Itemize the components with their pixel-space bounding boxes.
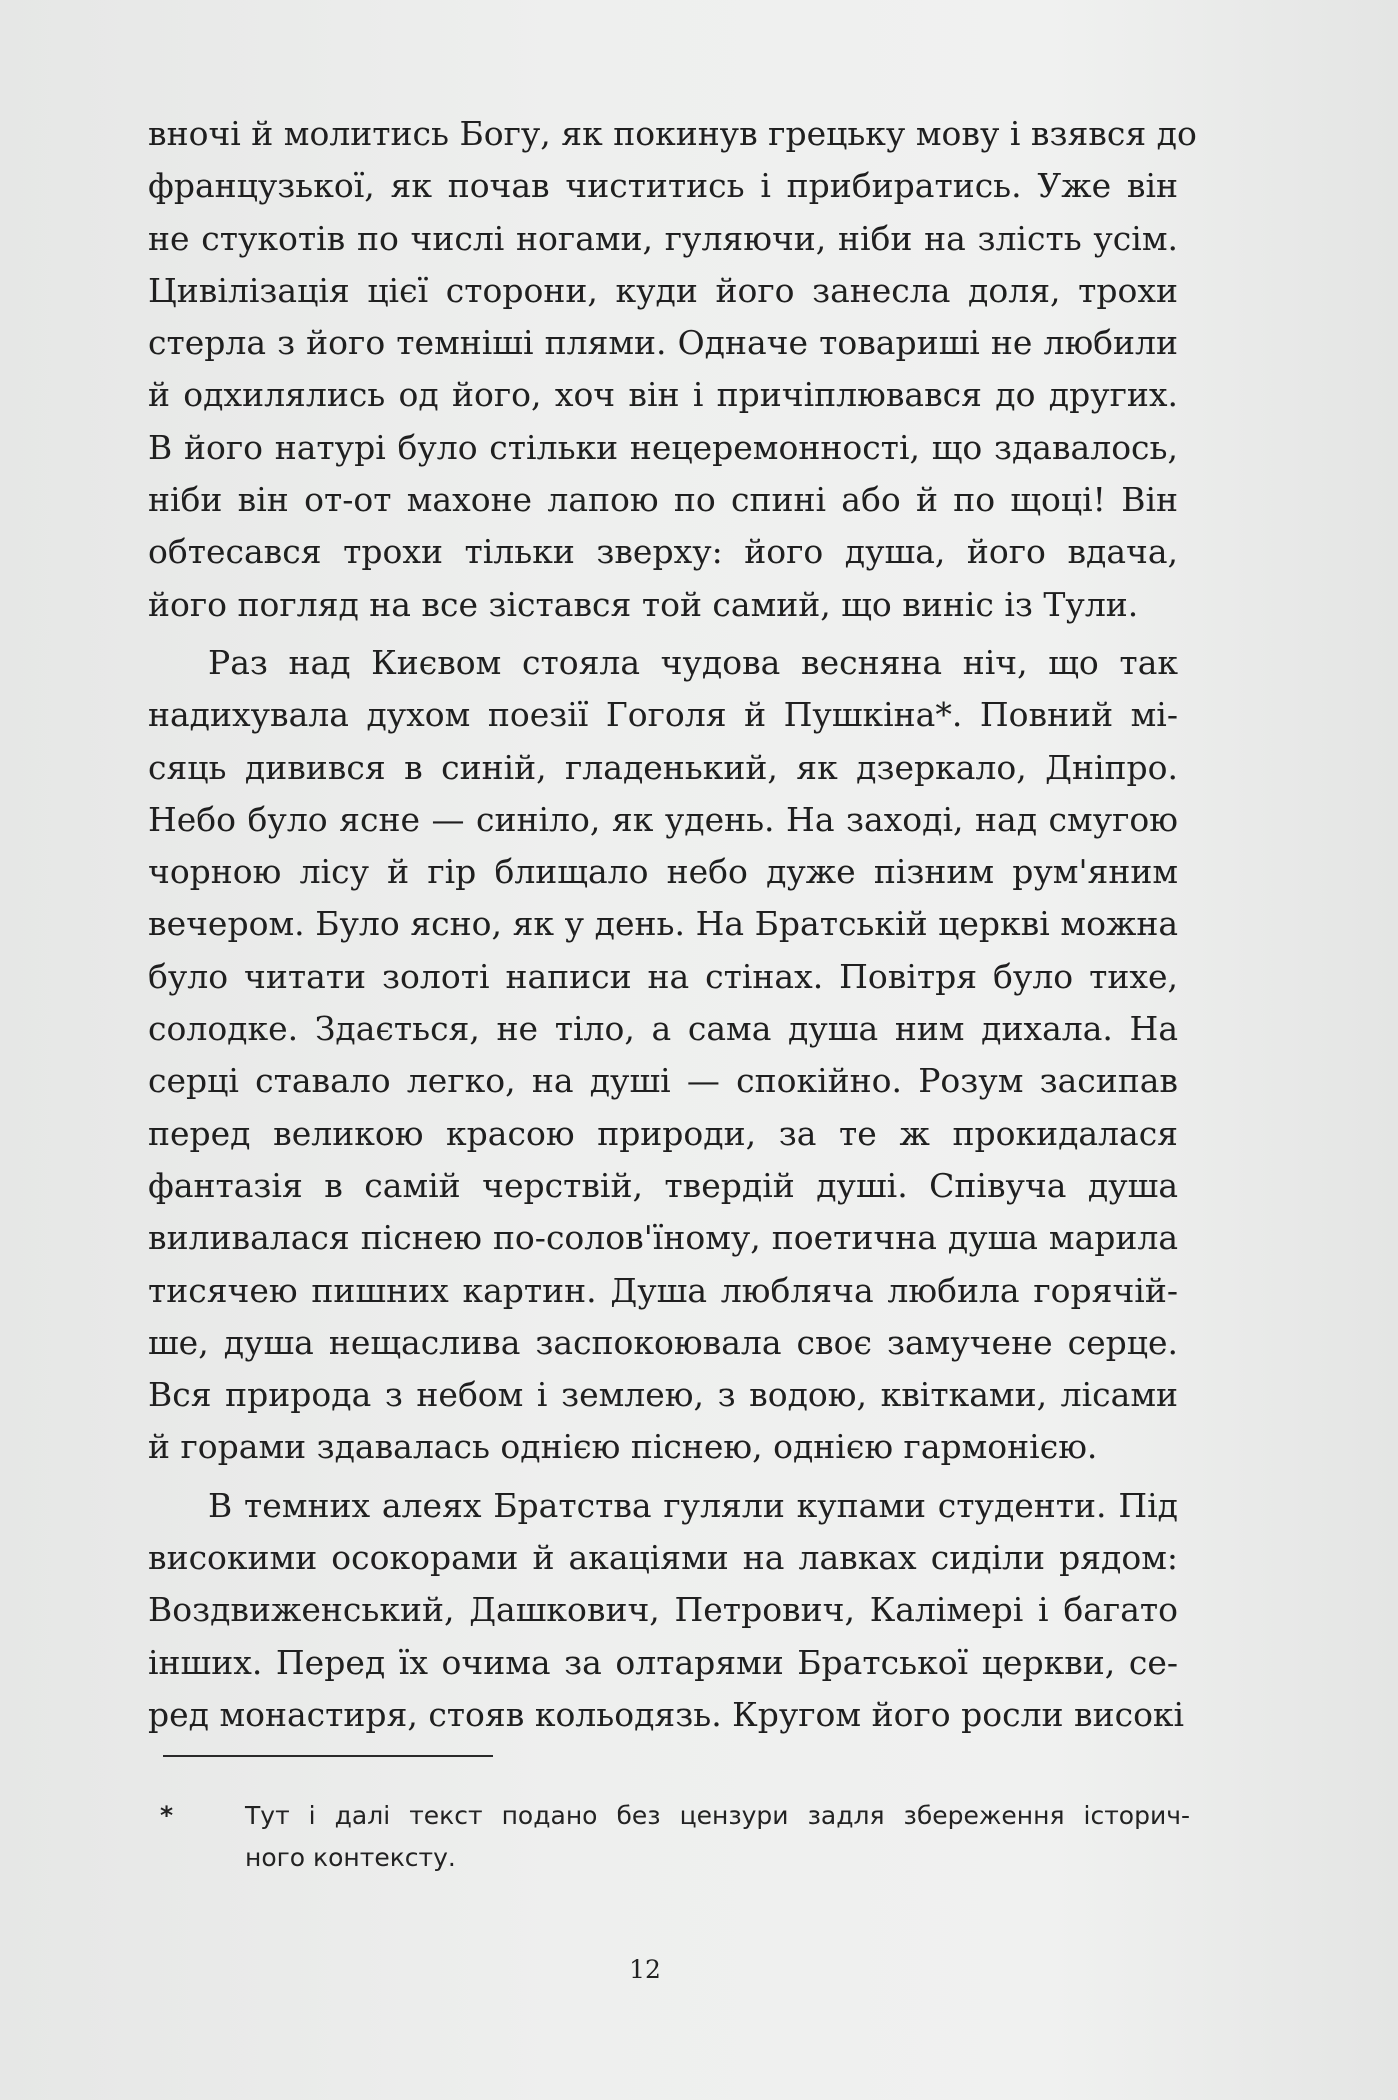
text-line: й горами здавалась однією піснею, однією гармонією. — [148, 1427, 1098, 1467]
text-line: не стукотів по числі ногами, гуляючи, ніби на злість усім. — [148, 218, 1178, 258]
text-line: високими осокорами й акаціями на лавках сиділи рядом: — [148, 1538, 1178, 1578]
text-line: французької, як почав чиститись і прибиратись. Уже він — [148, 166, 1178, 206]
text-line: й одхилялись од його, хоч він і причіплювався до других. — [148, 375, 1178, 415]
footnote-line: ного контексту. — [245, 1843, 456, 1872]
footnote-mark: * — [160, 1801, 174, 1830]
page-number: 12 — [629, 1955, 661, 1984]
paragraph-start-line: В темних алеях Братства гуляли купами студенти. Під — [208, 1485, 1178, 1525]
text-line: фантазія в самій черствій, твердій душі. Співуча душа — [148, 1165, 1178, 1205]
text-line: солодке. Здається, не тіло, а сама душа ним дихала. На — [148, 1009, 1178, 1049]
footnote-line: Тут і далі текст подано без цензури задля збереження історич- — [245, 1801, 1190, 1830]
paragraph-start-line: Раз над Києвом стояла чудова весняна ніч, що так — [208, 642, 1178, 682]
text-line: Небо було ясне — синіло, як удень. На заході, над смугою — [148, 799, 1178, 839]
text-line: його погляд на все зістався той самий, що виніс із Тули. — [148, 584, 1139, 624]
footnote — [160, 1795, 1190, 1879]
text-line: надихувала духом поезії Гоголя й Пушкіна*. Повний мі- — [148, 695, 1178, 735]
text-line: Цивілізація цієї сторони, куди його занесла доля, трохи — [148, 270, 1178, 310]
text-line: Воздвиженський, Дашкович, Петрович, Калімері і багато — [148, 1590, 1178, 1630]
text-line: тисячею пишних картин. Душа любляча любила горячій- — [148, 1270, 1178, 1310]
text-line: обтесався трохи тільки зверху: його душа, його вдача, — [148, 532, 1178, 572]
text-line: було читати золоті написи на стінах. Повітря було тихе, — [148, 956, 1178, 996]
text-line: вночі й молитись Богу, як покинув грецьку мову і взявся до — [148, 114, 1197, 153]
text-line: ред монастиря, стояв кольодязь. Кругом його росли високі — [148, 1694, 1185, 1734]
text-line: Вся природа з небом і землею, з водою, квітками, лісами — [148, 1375, 1178, 1415]
text-line: стерла з його темніші плями. Одначе товариші не любили — [148, 323, 1178, 363]
text-line: виливалася піснею по-солов'їному, поетична душа марила — [148, 1218, 1178, 1258]
text-line: В його натурі було стільки нецеремонності, що здавалось, — [148, 427, 1178, 467]
text-line: ше, душа нещаслива заспокоювала своє замучене серце. — [148, 1322, 1178, 1362]
text-line: інших. Перед їх очима за олтарями Братської церкви, се- — [148, 1642, 1178, 1682]
body-text — [148, 108, 1197, 1741]
text-line: чорною лісу й гір блищало небо дуже пізним рум'яним — [148, 852, 1178, 892]
text-line: перед великою красою природи, за те ж прокидалася — [148, 1113, 1178, 1153]
text-line: серці ставало легко, на душі — спокійно. Розум засипав — [148, 1061, 1178, 1101]
text-line: сяць дивився в синій, гладенький, як дзеркало, Дніпро. — [148, 747, 1178, 787]
text-line: вечером. Було ясно, як у день. На Братській церкві можна — [148, 904, 1178, 944]
footnote-divider — [163, 1755, 493, 1757]
text-line: ніби він от-от махоне лапою по спині або й по щоці! Він — [148, 480, 1178, 520]
